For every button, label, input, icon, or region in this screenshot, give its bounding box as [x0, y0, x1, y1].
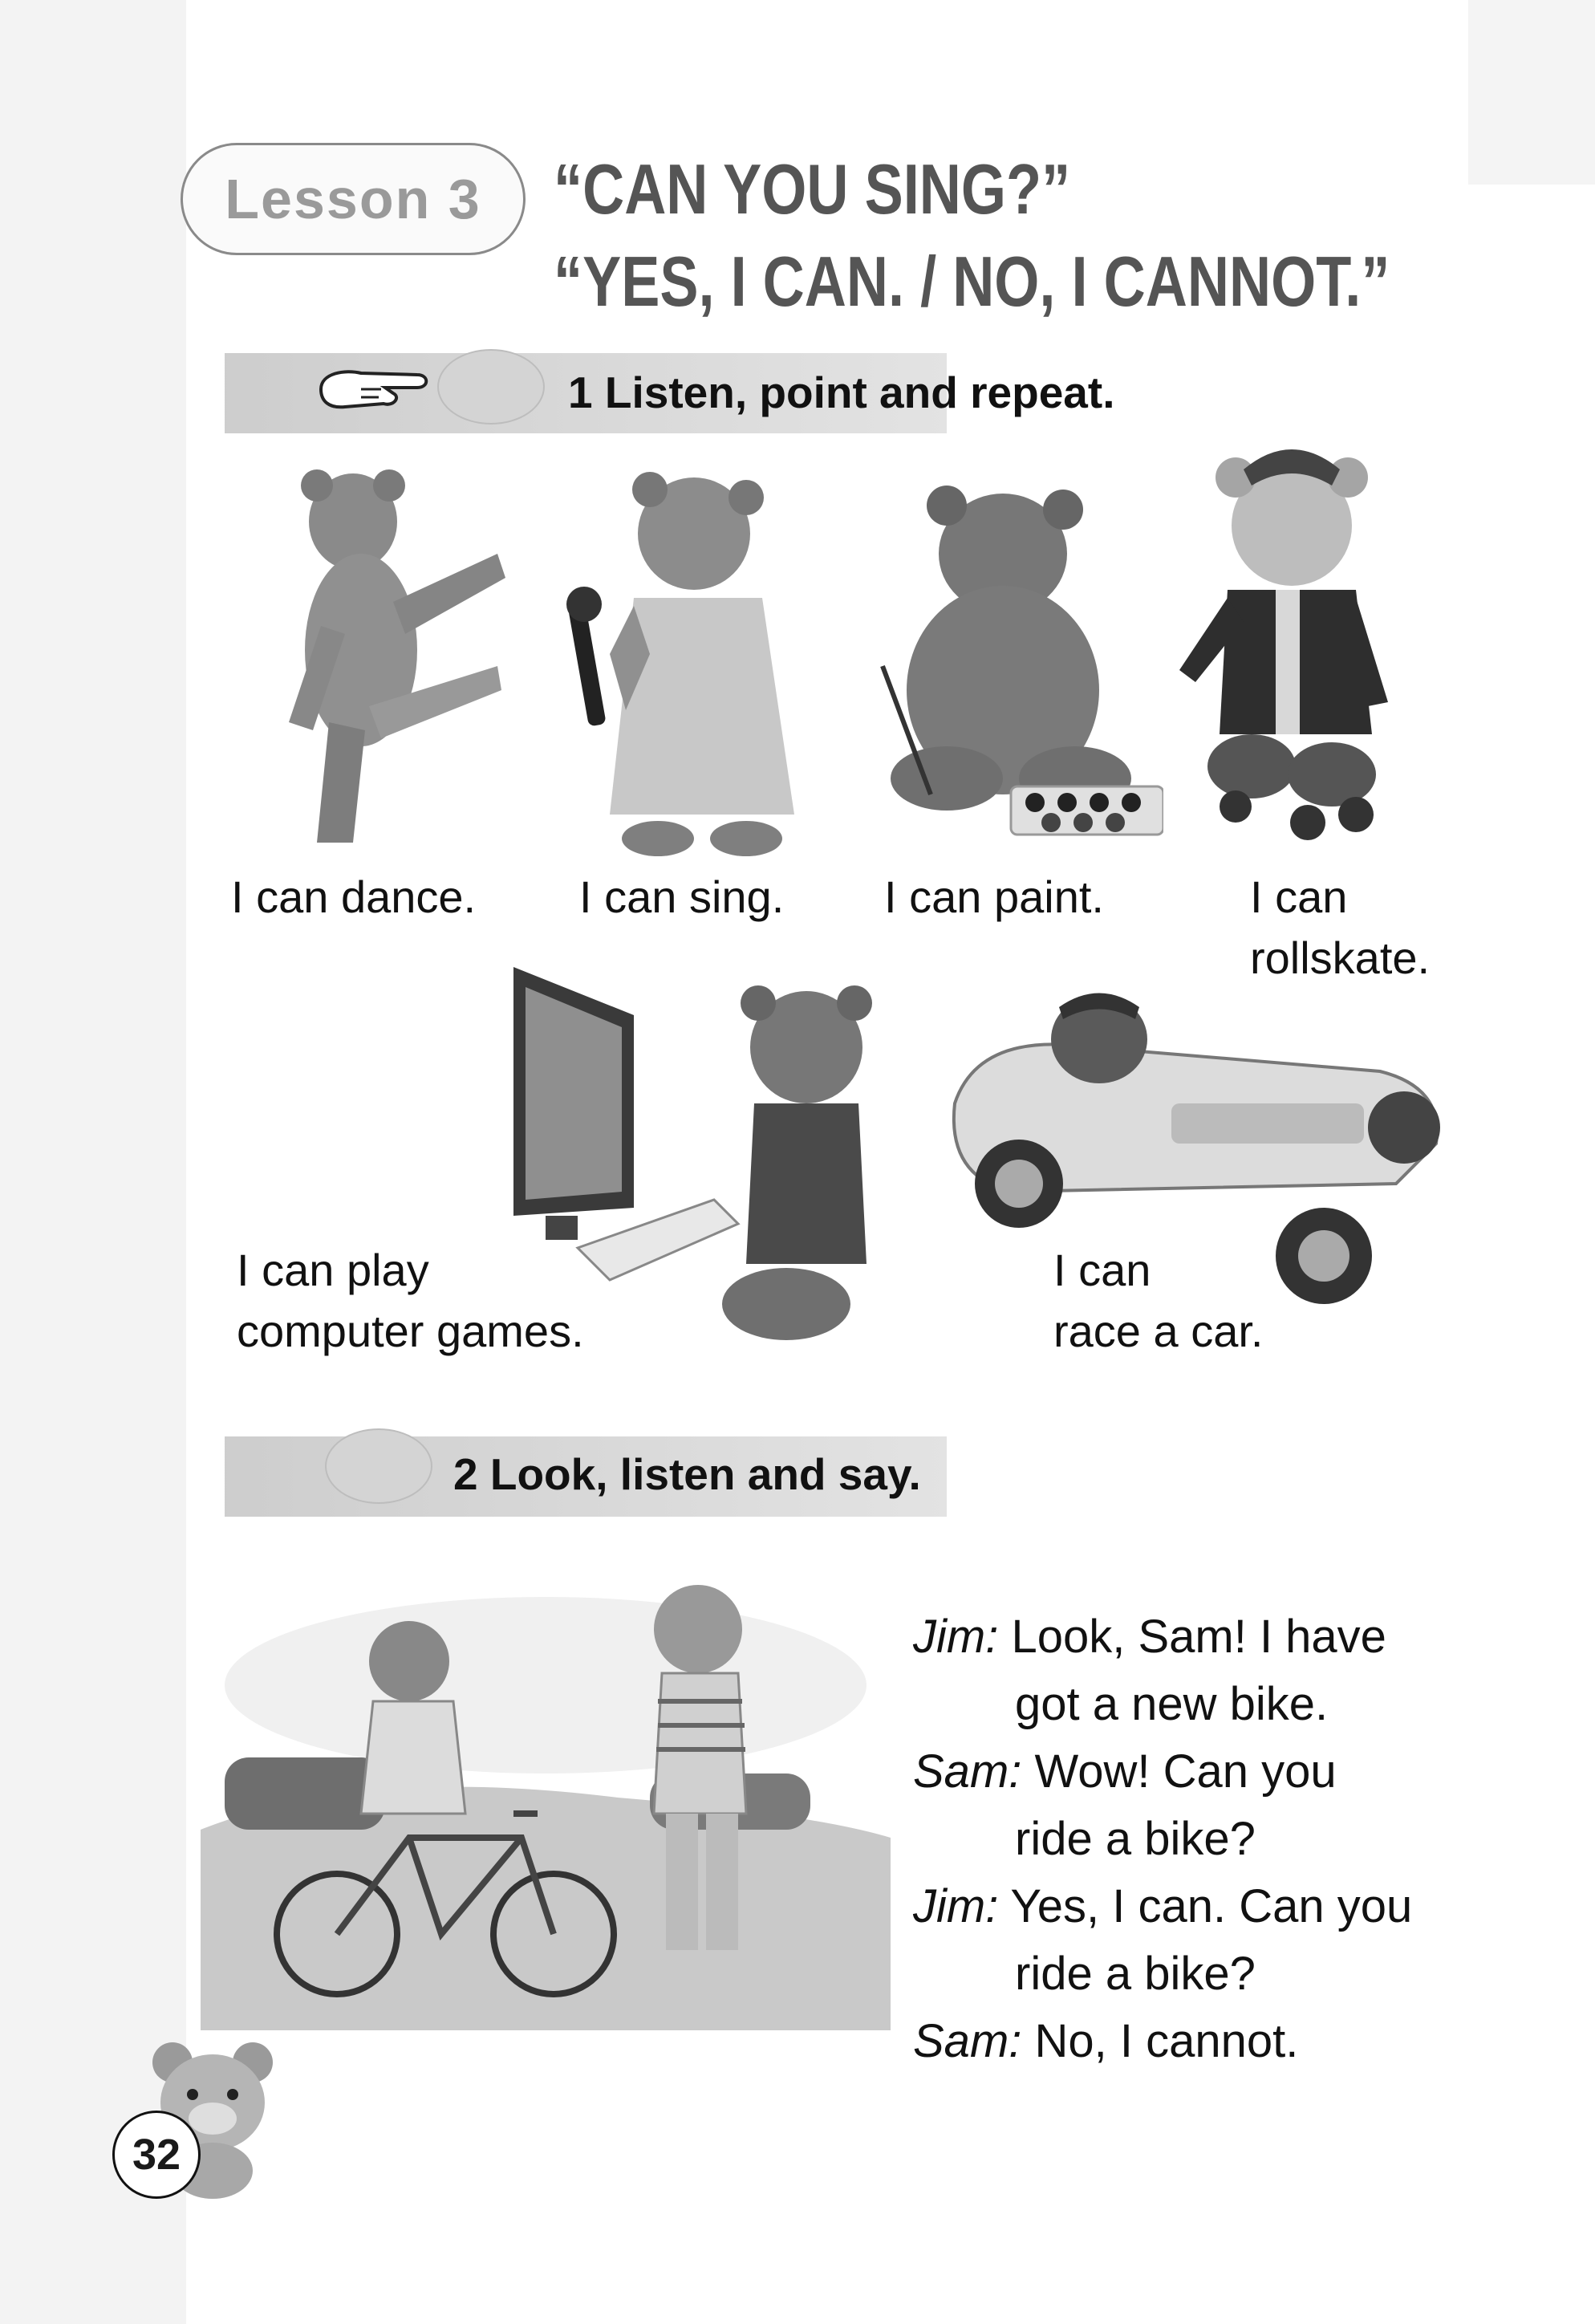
section-2-heading: 2 Look, listen and say.	[453, 1449, 921, 1499]
caption-sing	[579, 867, 784, 928]
caption-line: I can play	[237, 1245, 429, 1295]
caption-line: I can dance.	[231, 872, 477, 922]
caption-line: I can sing.	[579, 872, 785, 922]
speaker-jim: Jim:	[913, 1611, 999, 1663]
caption-line: I can paint.	[884, 872, 1104, 922]
page-corner-shade	[1468, 0, 1595, 185]
caption-rollskate	[1250, 867, 1430, 989]
two-boys-with-bike-illustration	[201, 1573, 891, 2030]
dialogue-text: ride a bike?	[1015, 1813, 1256, 1865]
lesson-title-line-1: “CAN YOU SING?”	[554, 149, 1071, 229]
caption-line: rollskate.	[1250, 932, 1431, 983]
caption-line: computer games.	[237, 1306, 584, 1356]
speech-bubble-icon	[325, 1428, 432, 1504]
caption-line: I can	[1250, 872, 1348, 922]
speaker-sam: Sam:	[913, 2015, 1022, 2067]
caption-line: race a car.	[1053, 1306, 1264, 1356]
dialogue-line	[913, 2008, 1412, 2075]
speech-bubble-icon	[437, 349, 545, 425]
caption-line: I can	[1053, 1245, 1151, 1295]
speaker-sam: Sam:	[913, 1745, 1022, 1798]
dialogue	[913, 1603, 1412, 2075]
dialogue-line	[913, 1738, 1412, 1806]
bear-dancing-photo	[233, 465, 522, 859]
dialogue-text: Look, Sam! I have	[1011, 1611, 1386, 1663]
dialogue-line	[913, 1603, 1412, 1671]
dialogue-text: got a new bike.	[1015, 1678, 1329, 1730]
lesson-label-pill	[181, 143, 526, 255]
pointing-hand-icon	[313, 357, 441, 421]
section-1-heading: 1 Listen, point and repeat.	[568, 368, 1115, 417]
bear-painting-photo	[842, 481, 1163, 851]
lesson-title-line-2: “YES, I CAN. / NO, I CANNOT.”	[554, 242, 1390, 321]
lesson-label: Lesson 3	[225, 168, 481, 230]
caption-dance	[231, 867, 476, 928]
dialogue-text: Wow! Can you	[1034, 1745, 1337, 1798]
bear-singing-photo	[562, 469, 826, 863]
bear-rollerskating-photo	[1171, 437, 1412, 855]
dialogue-line	[913, 1873, 1412, 1940]
page-margin-band	[0, 0, 186, 2324]
dialogue-text: Yes, I can. Can you	[1010, 1880, 1413, 1932]
caption-computer-games	[237, 1240, 584, 1362]
page-number: 32	[112, 2111, 201, 2199]
speaker-jim: Jim:	[913, 1880, 999, 1932]
caption-paint	[884, 867, 1104, 928]
dialogue-text: No, I cannot.	[1034, 2015, 1299, 2067]
dialogue-text: ride a bike?	[1015, 1948, 1256, 2000]
caption-race-car	[1053, 1240, 1263, 1362]
